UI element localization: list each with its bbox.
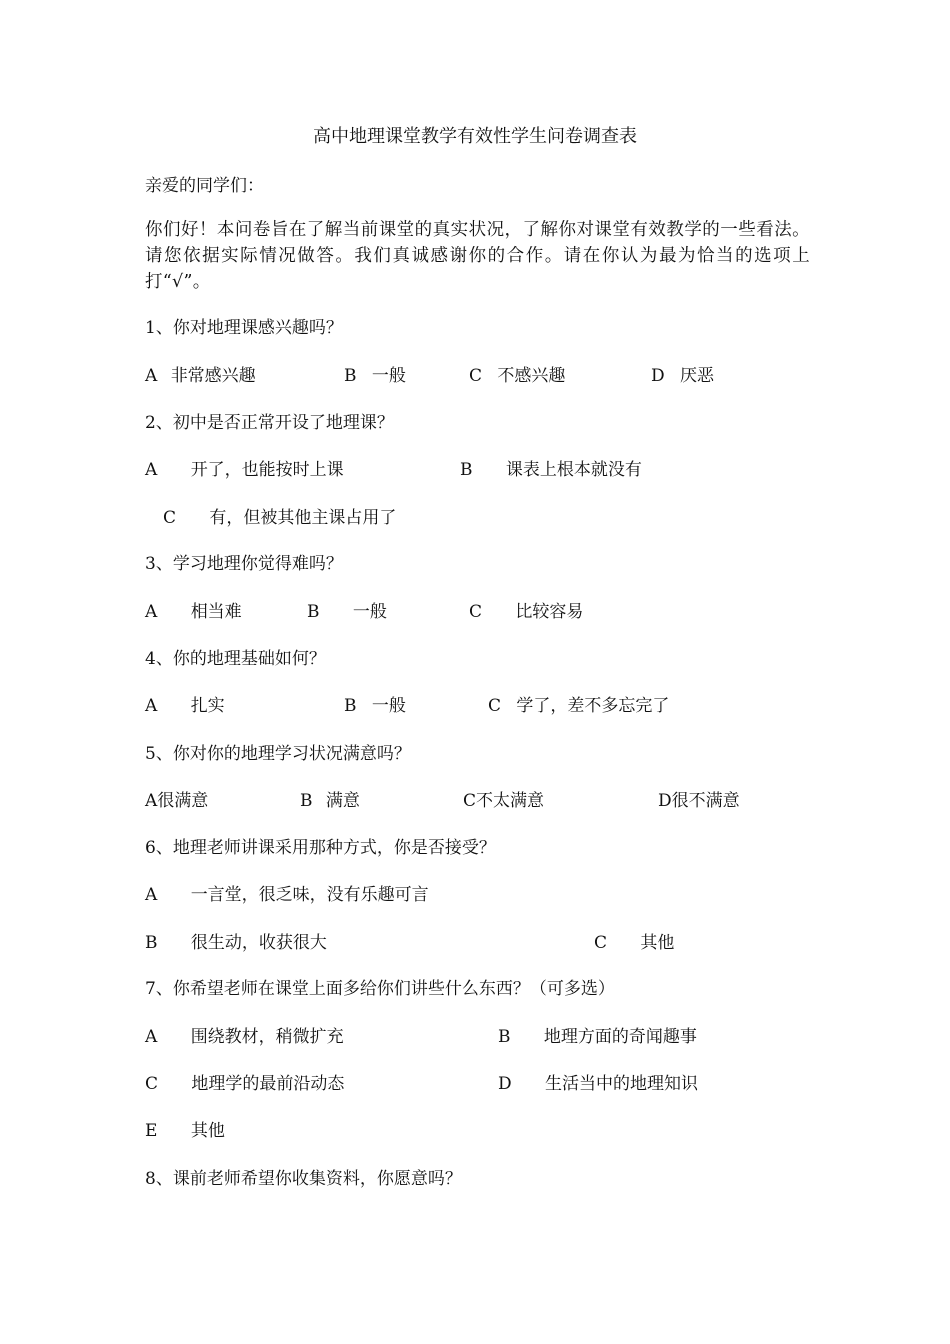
option-letter: A bbox=[145, 602, 158, 622]
option-text: 开了，也能按时上课 bbox=[190, 460, 344, 480]
question-1: 1、你对地理课感兴趣吗？ bbox=[145, 318, 343, 338]
option-text: 学了，差不多忘完了 bbox=[516, 696, 670, 716]
option-letter: C bbox=[594, 933, 608, 953]
option-letter: C bbox=[463, 791, 477, 811]
option-text: 比较容易 bbox=[515, 602, 584, 622]
survey-title: 高中地理课堂教学有效性学生问卷调查表 bbox=[313, 126, 637, 147]
intro-paragraph: 你们好！本问卷旨在了解当前课堂的真实状况，了解你对课堂有效教学的一些看法。请您依据实际情况做答。我们真诚感谢你的合作。请在你认为最为恰当的选项上打“√”。 bbox=[145, 220, 810, 292]
option-6b[interactable] bbox=[145, 932, 327, 954]
option-letter: B bbox=[498, 1027, 511, 1047]
option-letter: A bbox=[145, 366, 158, 386]
option-7d[interactable] bbox=[498, 1073, 698, 1095]
option-text: 满意 bbox=[325, 791, 360, 811]
option-text: 非常感兴趣 bbox=[170, 366, 256, 386]
option-text: 厌恶 bbox=[680, 366, 715, 386]
option-text: 其他 bbox=[190, 1121, 225, 1141]
option-letter: A bbox=[145, 696, 158, 716]
option-text: 相当难 bbox=[190, 602, 242, 622]
option-letter: C bbox=[469, 602, 483, 622]
option-text: 其他 bbox=[640, 933, 675, 953]
question-3: 3、学习地理你觉得难吗？ bbox=[145, 554, 343, 574]
option-letter: D bbox=[498, 1074, 512, 1094]
option-letter: C bbox=[488, 696, 502, 716]
option-1b[interactable] bbox=[344, 365, 406, 387]
option-5b[interactable] bbox=[300, 790, 360, 812]
option-2c[interactable] bbox=[163, 507, 396, 529]
option-letter: E bbox=[145, 1121, 158, 1141]
option-6a[interactable] bbox=[145, 884, 429, 906]
option-text: 很满意 bbox=[157, 791, 209, 811]
option-text: 有，但被其他主课占用了 bbox=[209, 508, 397, 528]
option-letter: A bbox=[145, 791, 158, 811]
question-6: 6、地理老师讲课采用那种方式，你是否接受？ bbox=[145, 838, 496, 858]
option-letter: B bbox=[307, 602, 320, 622]
option-5c[interactable] bbox=[463, 790, 544, 812]
option-3b[interactable] bbox=[307, 601, 387, 623]
option-text: 很不满意 bbox=[671, 791, 740, 811]
question-7: 7、你希望老师在课堂上面多给你们讲些什么东西？（可多选） bbox=[145, 979, 615, 999]
option-4b[interactable] bbox=[344, 695, 406, 717]
option-letter: C bbox=[145, 1074, 159, 1094]
option-letter: C bbox=[163, 508, 177, 528]
option-1c[interactable] bbox=[469, 365, 565, 387]
option-4c[interactable] bbox=[488, 695, 669, 717]
option-text: 一般 bbox=[352, 602, 387, 622]
option-letter: B bbox=[300, 791, 313, 811]
option-1a[interactable] bbox=[145, 365, 256, 387]
option-4a[interactable] bbox=[145, 695, 225, 717]
option-text: 扎实 bbox=[190, 696, 225, 716]
option-letter: B bbox=[344, 696, 357, 716]
option-text: 地理学的最前沿动态 bbox=[191, 1074, 345, 1094]
option-letter: B bbox=[344, 366, 357, 386]
option-text: 一般 bbox=[371, 696, 406, 716]
question-5: 5、你对你的地理学习状况满意吗？ bbox=[145, 744, 411, 764]
option-letter: A bbox=[145, 460, 158, 480]
option-7e[interactable] bbox=[145, 1120, 225, 1142]
option-text: 很生动，收获很大 bbox=[190, 933, 327, 953]
option-letter: B bbox=[460, 460, 473, 480]
option-text: 地理方面的奇闻趣事 bbox=[543, 1027, 697, 1047]
option-5a[interactable] bbox=[145, 790, 208, 812]
option-letter: C bbox=[469, 366, 483, 386]
option-2a[interactable] bbox=[145, 459, 344, 481]
option-letter: D bbox=[658, 791, 672, 811]
option-6c[interactable] bbox=[594, 932, 674, 954]
option-7a[interactable] bbox=[145, 1026, 344, 1048]
question-8: 8、课前老师希望你收集资料，你愿意吗？ bbox=[145, 1169, 462, 1189]
option-letter: B bbox=[145, 933, 158, 953]
option-7c[interactable] bbox=[145, 1073, 344, 1095]
option-letter: A bbox=[145, 885, 158, 905]
greeting: 亲爱的同学们： bbox=[145, 176, 264, 196]
option-text: 一言堂，很乏味，没有乐趣可言 bbox=[190, 885, 429, 905]
option-5d[interactable] bbox=[658, 790, 740, 812]
option-text: 生活当中的地理知识 bbox=[545, 1074, 699, 1094]
option-text: 围绕教材，稍微扩充 bbox=[190, 1027, 344, 1047]
question-4: 4、你的地理基础如何？ bbox=[145, 649, 326, 669]
option-text: 一般 bbox=[371, 366, 406, 386]
option-text: 课表上根本就没有 bbox=[505, 460, 642, 480]
option-3c[interactable] bbox=[469, 601, 583, 623]
option-text: 不太满意 bbox=[476, 791, 545, 811]
question-2: 2、初中是否正常开设了地理课？ bbox=[145, 413, 394, 433]
option-7b[interactable] bbox=[498, 1026, 697, 1048]
option-letter: D bbox=[651, 366, 665, 386]
option-2b[interactable] bbox=[460, 459, 642, 481]
option-text: 不感兴趣 bbox=[497, 366, 566, 386]
option-letter: A bbox=[145, 1027, 158, 1047]
option-3a[interactable] bbox=[145, 601, 242, 623]
option-1d[interactable] bbox=[651, 365, 714, 387]
